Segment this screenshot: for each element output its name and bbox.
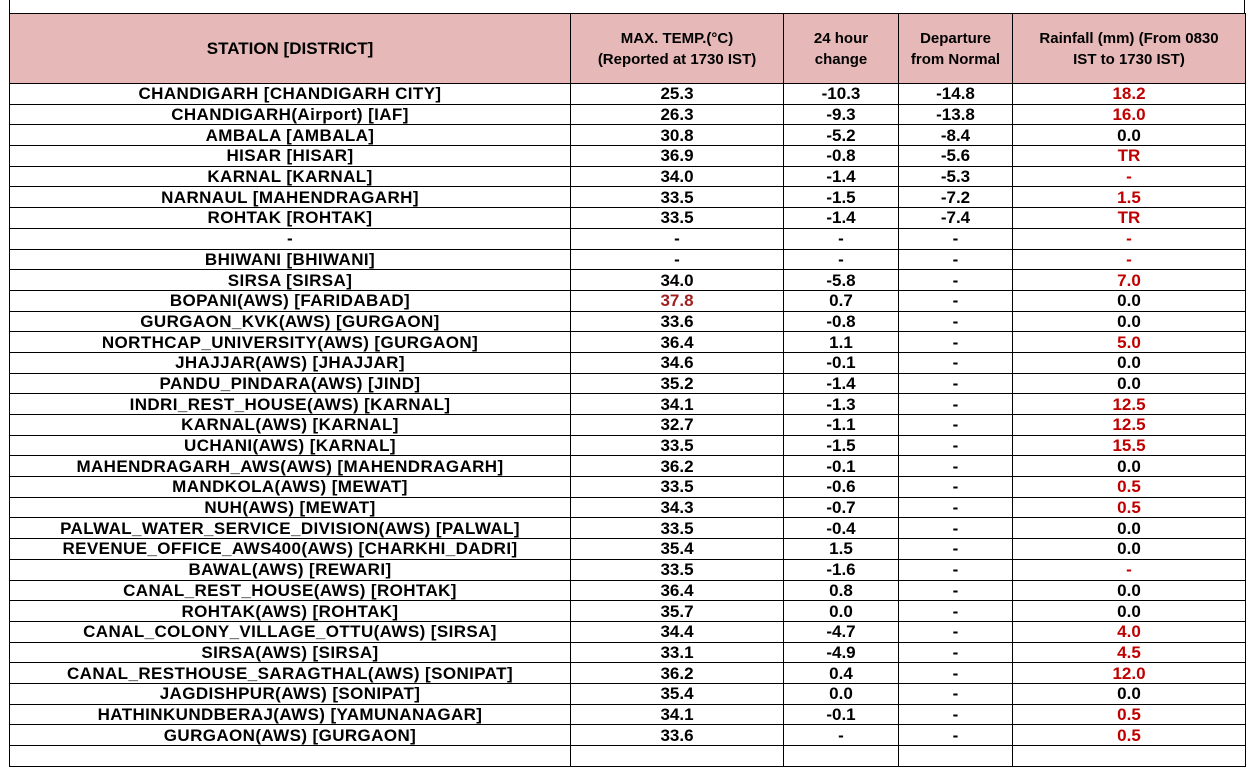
change-cell: -4.7 <box>784 621 899 642</box>
departure-cell: -7.4 <box>899 208 1013 229</box>
max-temp-cell: 34.0 <box>571 166 784 187</box>
rainfall-cell: 12.5 <box>1013 415 1246 436</box>
departure-cell: - <box>899 559 1013 580</box>
table-row <box>10 146 1246 167</box>
rainfall-cell: 7.0 <box>1013 270 1246 291</box>
station-cell: CANAL_REST_HOUSE(AWS) [ROHTAK] <box>10 580 571 601</box>
empty-cell <box>899 746 1013 767</box>
max-temp-cell: 34.1 <box>571 394 784 415</box>
rainfall-cell: 4.5 <box>1013 642 1246 663</box>
departure-cell: - <box>899 373 1013 394</box>
departure-cell: - <box>899 601 1013 622</box>
max-temp-cell: 33.5 <box>571 559 784 580</box>
table-row <box>10 125 1246 146</box>
change-cell: - <box>784 725 899 746</box>
max-temp-cell: 35.2 <box>571 373 784 394</box>
change-cell: -1.4 <box>784 208 899 229</box>
departure-cell: - <box>899 435 1013 456</box>
max-temp-cell: 34.4 <box>571 621 784 642</box>
rainfall-cell: 5.0 <box>1013 332 1246 353</box>
station-cell: - <box>10 228 571 249</box>
table-row <box>10 580 1246 601</box>
station-cell: JAGDISHPUR(AWS) [SONIPAT] <box>10 683 571 704</box>
table-row <box>10 352 1246 373</box>
station-cell: AMBALA [AMBALA] <box>10 125 571 146</box>
max-temp-cell: 25.3 <box>571 84 784 105</box>
station-cell: BAWAL(AWS) [REWARI] <box>10 559 571 580</box>
departure-cell: - <box>899 704 1013 725</box>
station-cell: NUH(AWS) [MEWAT] <box>10 497 571 518</box>
change-cell: -0.1 <box>784 456 899 477</box>
change-cell: - <box>784 249 899 270</box>
max-temp-cell: 33.6 <box>571 725 784 746</box>
max-temp-cell: 33.5 <box>571 208 784 229</box>
station-cell: MAHENDRAGARH_AWS(AWS) [MAHENDRAGARH] <box>10 456 571 477</box>
departure-cell: - <box>899 477 1013 498</box>
empty-cell <box>10 746 571 767</box>
rainfall-cell: 12.0 <box>1013 663 1246 684</box>
station-cell: CHANDIGARH(Airport) [IAF] <box>10 104 571 125</box>
station-cell: PANDU_PINDARA(AWS) [JIND] <box>10 373 571 394</box>
weather-report-sheet <box>9 0 1245 754</box>
departure-cell: - <box>899 228 1013 249</box>
header-rainfall: Rainfall (mm) (From 0830 IST to 1730 IST) <box>1013 14 1246 84</box>
departure-cell: - <box>899 415 1013 436</box>
change-cell: -0.8 <box>784 311 899 332</box>
rainfall-cell: 0.0 <box>1013 373 1246 394</box>
station-cell: GURGAON(AWS) [GURGAON] <box>10 725 571 746</box>
table-row <box>10 704 1246 725</box>
rainfall-cell: 18.2 <box>1013 84 1246 105</box>
change-cell: -1.6 <box>784 559 899 580</box>
change-cell: -4.9 <box>784 642 899 663</box>
change-cell: 0.8 <box>784 580 899 601</box>
rainfall-cell: - <box>1013 228 1246 249</box>
table-row <box>10 332 1246 353</box>
header-departure: Departure from Normal <box>899 14 1013 84</box>
departure-cell: - <box>899 580 1013 601</box>
table-row <box>10 84 1246 105</box>
table-row <box>10 601 1246 622</box>
departure-cell: - <box>899 539 1013 560</box>
departure-cell: - <box>899 621 1013 642</box>
change-cell: -0.8 <box>784 146 899 167</box>
rainfall-cell: 12.5 <box>1013 394 1246 415</box>
table-row <box>10 104 1246 125</box>
max-temp-cell: 33.5 <box>571 518 784 539</box>
departure-cell: -14.8 <box>899 84 1013 105</box>
departure-cell: - <box>899 725 1013 746</box>
table-row <box>10 683 1246 704</box>
max-temp-cell: 30.8 <box>571 125 784 146</box>
rainfall-cell: - <box>1013 249 1246 270</box>
change-cell: 0.7 <box>784 290 899 311</box>
rainfall-cell: - <box>1013 166 1246 187</box>
rainfall-cell: TR <box>1013 208 1246 229</box>
rainfall-cell: 0.5 <box>1013 497 1246 518</box>
table-row <box>10 497 1246 518</box>
rainfall-cell: - <box>1013 559 1246 580</box>
header-24h-change: 24 hour change <box>784 14 899 84</box>
change-cell: -9.3 <box>784 104 899 125</box>
station-cell: JHAJJAR(AWS) [JHAJJAR] <box>10 352 571 373</box>
change-cell: -0.6 <box>784 477 899 498</box>
table-row <box>10 435 1246 456</box>
rainfall-cell: 0.0 <box>1013 125 1246 146</box>
table-row <box>10 166 1246 187</box>
max-temp-cell: 36.4 <box>571 580 784 601</box>
change-cell: -5.2 <box>784 125 899 146</box>
table-row-empty <box>10 746 1246 767</box>
max-temp-cell: 34.0 <box>571 270 784 291</box>
departure-cell: -8.4 <box>899 125 1013 146</box>
rainfall-cell: 0.0 <box>1013 580 1246 601</box>
change-cell: -1.3 <box>784 394 899 415</box>
rainfall-cell: 0.0 <box>1013 311 1246 332</box>
departure-cell: -7.2 <box>899 187 1013 208</box>
station-cell: INDRI_REST_HOUSE(AWS) [KARNAL] <box>10 394 571 415</box>
change-cell: -0.7 <box>784 497 899 518</box>
change-cell: -1.1 <box>784 415 899 436</box>
change-cell: 0.0 <box>784 683 899 704</box>
change-cell: -0.1 <box>784 352 899 373</box>
departure-cell: - <box>899 683 1013 704</box>
max-temp-cell: 36.9 <box>571 146 784 167</box>
table-row <box>10 187 1246 208</box>
rainfall-cell: 16.0 <box>1013 104 1246 125</box>
table-row <box>10 228 1246 249</box>
change-cell: -5.8 <box>784 270 899 291</box>
sheet-top-strip <box>9 0 1245 13</box>
departure-cell: - <box>899 456 1013 477</box>
table-body <box>10 84 1246 767</box>
max-temp-cell: 33.5 <box>571 435 784 456</box>
change-cell: 1.1 <box>784 332 899 353</box>
departure-cell: - <box>899 311 1013 332</box>
table-row <box>10 518 1246 539</box>
departure-cell: - <box>899 352 1013 373</box>
change-cell: 0.0 <box>784 601 899 622</box>
departure-cell: -13.8 <box>899 104 1013 125</box>
max-temp-cell: 33.5 <box>571 477 784 498</box>
station-cell: HISAR [HISAR] <box>10 146 571 167</box>
rainfall-cell: 0.0 <box>1013 683 1246 704</box>
max-temp-cell: 33.1 <box>571 642 784 663</box>
station-cell: GURGAON_KVK(AWS) [GURGAON] <box>10 311 571 332</box>
rainfall-cell: 0.0 <box>1013 456 1246 477</box>
rainfall-cell: 0.0 <box>1013 290 1246 311</box>
station-cell: ROHTAK [ROHTAK] <box>10 208 571 229</box>
rainfall-cell: 0.0 <box>1013 518 1246 539</box>
rainfall-cell: 15.5 <box>1013 435 1246 456</box>
max-temp-cell: - <box>571 249 784 270</box>
weather-table <box>9 13 1246 767</box>
rainfall-cell: 0.0 <box>1013 539 1246 560</box>
change-cell: -1.5 <box>784 187 899 208</box>
rainfall-cell: 0.0 <box>1013 601 1246 622</box>
change-cell: -0.4 <box>784 518 899 539</box>
max-temp-cell: 34.3 <box>571 497 784 518</box>
empty-cell <box>1013 746 1246 767</box>
departure-cell: - <box>899 290 1013 311</box>
station-cell: BOPANI(AWS) [FARIDABAD] <box>10 290 571 311</box>
table-row <box>10 642 1246 663</box>
max-temp-cell: - <box>571 228 784 249</box>
departure-cell: - <box>899 332 1013 353</box>
station-cell: CANAL_RESTHOUSE_SARAGTHAL(AWS) [SONIPAT] <box>10 663 571 684</box>
station-cell: SIRSA(AWS) [SIRSA] <box>10 642 571 663</box>
max-temp-cell: 36.2 <box>571 456 784 477</box>
station-cell: KARNAL(AWS) [KARNAL] <box>10 415 571 436</box>
station-cell: KARNAL [KARNAL] <box>10 166 571 187</box>
table-row <box>10 477 1246 498</box>
table-row <box>10 208 1246 229</box>
station-cell: HATHINKUNDBERAJ(AWS) [YAMUNANAGAR] <box>10 704 571 725</box>
table-header-row <box>10 14 1246 84</box>
rainfall-cell: 4.0 <box>1013 621 1246 642</box>
departure-cell: - <box>899 497 1013 518</box>
rainfall-cell: TR <box>1013 146 1246 167</box>
table-row <box>10 394 1246 415</box>
station-cell: ROHTAK(AWS) [ROHTAK] <box>10 601 571 622</box>
empty-cell <box>784 746 899 767</box>
rainfall-cell: 0.5 <box>1013 477 1246 498</box>
table-row <box>10 456 1246 477</box>
change-cell: 0.4 <box>784 663 899 684</box>
max-temp-cell: 35.4 <box>571 539 784 560</box>
header-station: STATION [DISTRICT] <box>10 14 571 84</box>
rainfall-cell: 1.5 <box>1013 187 1246 208</box>
change-cell: -1.4 <box>784 373 899 394</box>
max-temp-cell: 33.6 <box>571 311 784 332</box>
max-temp-cell: 35.7 <box>571 601 784 622</box>
station-cell: PALWAL_WATER_SERVICE_DIVISION(AWS) [PALWAL] <box>10 518 571 539</box>
table-row <box>10 725 1246 746</box>
change-cell: -1.4 <box>784 166 899 187</box>
max-temp-cell: 26.3 <box>571 104 784 125</box>
max-temp-cell: 33.5 <box>571 187 784 208</box>
departure-cell: - <box>899 642 1013 663</box>
departure-cell: -5.6 <box>899 146 1013 167</box>
rainfall-cell: 0.0 <box>1013 352 1246 373</box>
max-temp-cell: 34.1 <box>571 704 784 725</box>
station-cell: MANDKOLA(AWS) [MEWAT] <box>10 477 571 498</box>
table-row <box>10 270 1246 291</box>
change-cell: - <box>784 228 899 249</box>
table-row <box>10 621 1246 642</box>
change-cell: 1.5 <box>784 539 899 560</box>
station-cell: BHIWANI [BHIWANI] <box>10 249 571 270</box>
max-temp-cell: 35.4 <box>571 683 784 704</box>
station-cell: REVENUE_OFFICE_AWS400(AWS) [CHARKHI_DADRI] <box>10 539 571 560</box>
rainfall-cell: 0.5 <box>1013 704 1246 725</box>
station-cell: SIRSA [SIRSA] <box>10 270 571 291</box>
max-temp-cell: 36.4 <box>571 332 784 353</box>
station-cell: NORTHCAP_UNIVERSITY(AWS) [GURGAON] <box>10 332 571 353</box>
empty-cell <box>571 746 784 767</box>
table-row <box>10 290 1246 311</box>
station-cell: CANAL_COLONY_VILLAGE_OTTU(AWS) [SIRSA] <box>10 621 571 642</box>
table-row <box>10 559 1246 580</box>
station-cell: NARNAUL [MAHENDRAGARH] <box>10 187 571 208</box>
change-cell: -1.5 <box>784 435 899 456</box>
change-cell: -10.3 <box>784 84 899 105</box>
header-max-temp: MAX. TEMP.(°C) (Reported at 1730 IST) <box>571 14 784 84</box>
departure-cell: - <box>899 394 1013 415</box>
rainfall-cell: 0.5 <box>1013 725 1246 746</box>
departure-cell: - <box>899 270 1013 291</box>
table-row <box>10 539 1246 560</box>
max-temp-cell: 37.8 <box>571 290 784 311</box>
departure-cell: - <box>899 249 1013 270</box>
max-temp-cell: 34.6 <box>571 352 784 373</box>
table-row <box>10 249 1246 270</box>
max-temp-cell: 32.7 <box>571 415 784 436</box>
table-row <box>10 311 1246 332</box>
change-cell: -0.1 <box>784 704 899 725</box>
max-temp-cell: 36.2 <box>571 663 784 684</box>
departure-cell: - <box>899 663 1013 684</box>
station-cell: UCHANI(AWS) [KARNAL] <box>10 435 571 456</box>
table-row <box>10 415 1246 436</box>
table-row <box>10 663 1246 684</box>
departure-cell: -5.3 <box>899 166 1013 187</box>
station-cell: CHANDIGARH [CHANDIGARH CITY] <box>10 84 571 105</box>
departure-cell: - <box>899 518 1013 539</box>
table-row <box>10 373 1246 394</box>
